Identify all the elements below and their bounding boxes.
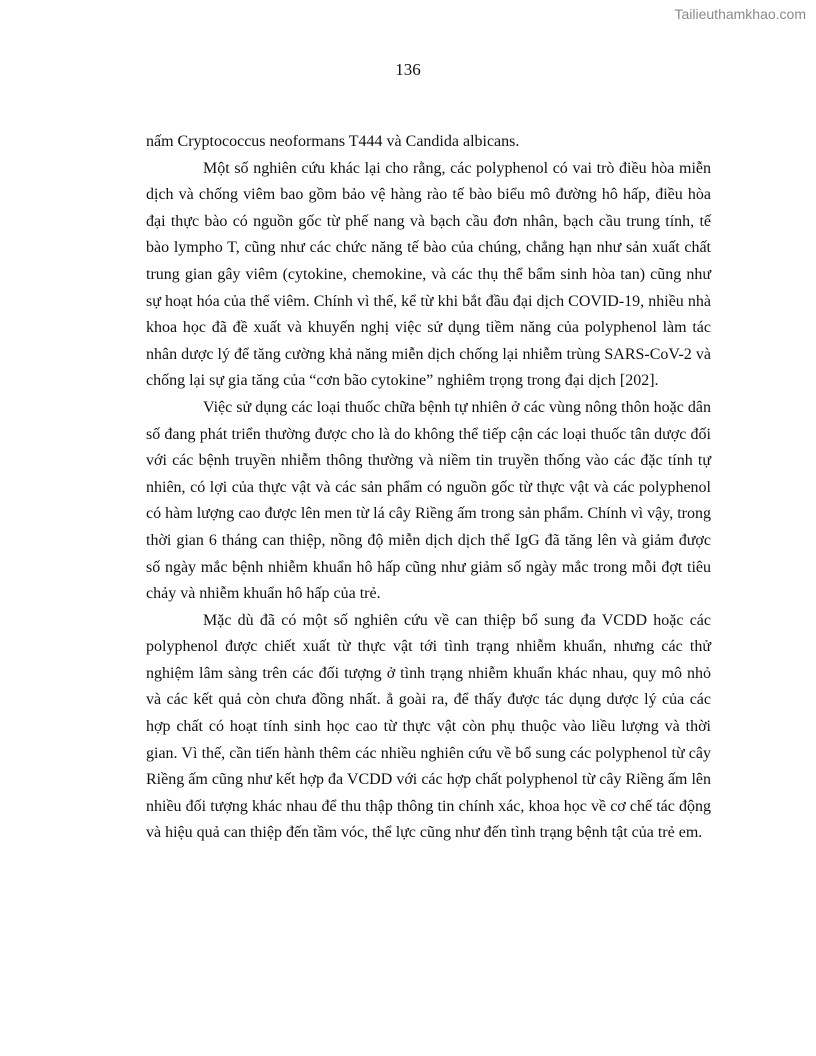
paragraph: Mặc dù đã có một số nghiên cứu về can thiệp bổ sung đa VCDD hoặc các polyphenol được chiết xuất từ thực vật tới tình trạng nhiễm khuẩn, nhưng các thử nghiệm lâm sàng trên các đối tượng ở tình trạng nhiễm khuẩn khác nhau, quy mô nhỏ và các kết quả còn chưa đồng nhất. ẳ goài ra, để thấy được tác dụng dược lý của các hợp chất có hoạt tính sinh học cao từ thực vật còn phụ thuộc vào liều lượng và thời gian. Vì thế, cần tiến hành thêm các nhiều nghiên cứu về bổ sung các polyphenol từ cây Riềng ấm cũng như kết hợp đa VCDD với các hợp chất polyphenol từ cây Riềng ấm lên nhiều đối tượng khác nhau để thu thập thông tin chính xác, khoa học về cơ chế tác động và hiệu quả can thiệp đến tầm vóc, thể lực cũng như đến tình trạng bệnh tật của trẻ em. (146, 611, 711, 842)
paragraph: Một số nghiên cứu khác lại cho rằng, các polyphenol có vai trò điều hòa miễn dịch và chống viêm bao gồm bảo vệ hàng rào tế bào biểu mô đường hô hấp, điều hòa đại thực bào có nguồn gốc từ phế nang và bạch cầu đơn nhân, bạch cầu trung tính, tế bào lympho T, cũng như các chức năng tế bào của chúng, chẳng hạn như sản xuất chất trung gian gây viêm (cytokine, chemokine, và các thụ thể bẩm sinh hòa tan) cũng như sự hoạt hóa của thể viêm. Chính vì thế, kể từ khi bắt đầu đại dịch COVID-19, nhiều nhà khoa học đã đề xuất và khuyến nghị việc sử dụng tiềm năng của polyphenol làm tác nhân dược lý để tăng cường khả năng miễn dịch chống lại nhiễm trùng SARS-CoV-2 và chống lại sự gia tăng của “cơn bão cytokine” nghiêm trọng trong đại dịch [202]. (146, 159, 711, 390)
paragraph: Việc sử dụng các loại thuốc chữa bệnh tự nhiên ở các vùng nông thôn hoặc dân số đang phát triển thường được cho là do không thể tiếp cận các loại thuốc tân dược đối với các bệnh truyền nhiễm thông thường và niềm tin truyền thống vào các đặc tính tự nhiên, có lợi của thực vật và các sản phẩm có nguồn gốc từ thực vật và các polyphenol có hàm lượng cao được lên men từ lá cây Riềng ấm trong sản phẩm. Chính vì vậy, trong thời gian 6 tháng can thiệp, nồng độ miễn dịch dịch thể IgG đã tăng lên và giảm được số ngày mắc bệnh nhiễm khuẩn hô hấp cũng như giảm số ngày mắc trong mỗi đợt tiêu chảy và nhiễm khuẩn hô hấp của trẻ. (146, 398, 711, 603)
page-number: 136 (395, 60, 421, 79)
paragraph-continuation: nấm Cryptococcus neoformans T444 và Candida albicans. (146, 133, 520, 150)
watermark-text: Tailieuthamkhao.com (674, 6, 806, 22)
document-body (146, 129, 711, 847)
